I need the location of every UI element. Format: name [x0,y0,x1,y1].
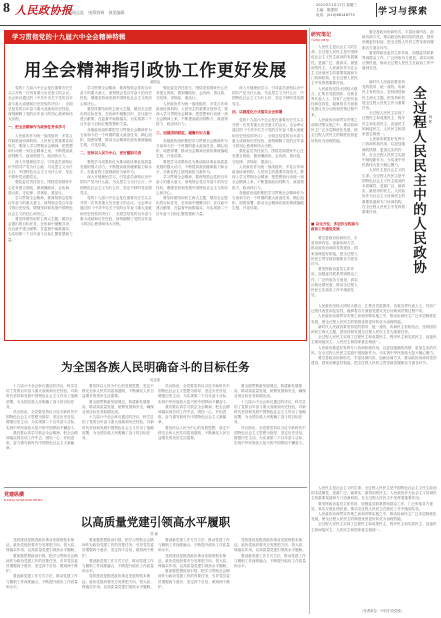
article2-byline: 吴忠喜 [150,378,161,382]
sidebar-top-column: 要完善政协协商形式，丰富协商内容，创新协商方式，推动政协协商同党的建设、国家治理更好衔接，把全过程人民民主贯穿政协履职各方面各环节。 要发挥政协委员主体作用，加强委员联系界别群众工作，广泛听取各方意见，真实反映社情民意，推动全过程人民民主在政协工作中落到实处。 [362,30,434,71]
article3-column-3: 要创新党建工作方式方法，推动党建工作与履职工作深度融合，不断提升政协工作质量和水平。 党的建设是推进政协事业发展的根本保证。政协党组织要充分发挥把方向、管大局、保落实作用，以高质量党建引领高水平履职。 要加强思想政治引领，把学习贯彻全会精神作为政协党建工作的首要任务，引导党员委员增强四个意识、坚定四个自信、做到两个维护。 [158,538,230,589]
page-number: 8 [3,1,10,16]
sidebar-bottom-column: 人民民主是社会主义的生命。全过程人民民主是中国特色社会主义民主政治的本质属性，是最广泛、最真实、最管用的民主。人民政协作为社会主义协商民主的重要渠道和专门协商机构，在全过程人民民主中发挥着重要作用。 要发挥政协委员主体作用，加强委员联系界别群众工作，广泛听取各方意见，真实反映社情民意，推动全过程人民民主在政协工作中落到实处。 人民政协协商贯穿决策之前和决策实施之中，推动协商民主广泛多层制度化发展，使全过程人民民主的制度优势更好转化为治理效能。 全过程人民民主实现了过程民主和成果民主、程序民主和实质民主、直接民主和间接民主、人民民主和国家意志相统一。 [311,486,437,532]
feature-byline: 郝明金 [150,80,161,84]
sidebar-footer: （作者单位：中共中央党校） [360,609,405,613]
editor-credits: 新闻总监 统筹协调 视觉编辑 [68,10,125,15]
feature-headline: 用全会精神指引政协工作更好发展 [24,61,287,81]
feature-banner-text: 学习贯彻党的十九届六中全会精神特辑 [12,33,126,41]
sidebar-lower-column: 人民政协坚持大团结大联合，汇集各党派团体、各族各界代表人士，具有广泛的代表性和包容性，能够将各方面意见建议充分反映到决策过程中来。 人民政协协商贯穿决策之前和决策实施之中，推动协商民主广泛多层制度化发展，使全过程人民民主的制度优势更好转化为治理效能。 新时代人民政协要坚持党的领导、统一战线、协商民主有机结合，坚持团结和民主两大主题，把坚持和发展全过程人民民主作为重要任务。 全过程人民民主实现了过程民主和成果民主、程序民主和实质民主、直接民主和间接民主、人民民主和国家意志相统一。 人民政协要更好发挥专门协商机构作用，以更加饱满的热情、更加扎实的作风，在全过程人民民主实践中展现新作为，为实现中华民族伟大复兴凝心聚力。 要完善政协协商形式，丰富协商内容，创新协商方式，推动政协协商同党的建设、国家治理更好衔接，把全过程人民民主贯穿政协履职各方面各环节。 [311,304,437,366]
feature-subhead: 三、加强团结联谊，凝聚共识力量 [156,130,210,135]
sidebar-section-sub: YANJIUBIJI [311,38,330,42]
sidebar-vertical-title: 全过程人民民主中的人民政协 [410,86,426,275]
article3-column-1: 党的建设是推进政协事业发展的根本保证。政协党组织要充分发挥把方向、管大局、保落实作用，以高质量党建引领高水平履职。 要加强思想政治引领，把学习贯彻全会精神作为政协党建工作的首要任务，引导党员委员增强四个意识、坚定四个自信、做到两个维护。 要创新党建工作方式方法，推动党建工作与履职工作深度融合，不断提升政协工作质量和水平。 [6,538,78,589]
article3-section-label: 党建纵横 [4,492,25,498]
article2-column-2: 要坚持以人民为中心的发展思想，坚定不移走全体人民共同富裕道路，不断满足人民日益增长的美好生活需要。 要全面贯彻新发展理念，构建新发展格局，推动高质量发展，统筹发展和安全，确保各项目标任务如期完成。 十九届六中全会审议通过的决议，科学总结了党的百年奋斗重大成就和历史经验，对新时代坚持和发展中国特色社会主义作出了战略部署，为全国各族人民明确了奋斗的目标任务。 [82,384,154,441]
feature-subhead: 一、把全会精神作为政治任务来学习 [8,125,66,130]
section-divider [4,487,307,488]
article3-headline: 以高质量党建引领高水平履职 [80,515,231,529]
article2-column-4: 要全面贯彻新发展理念，构建新发展格局，推动高质量发展，统筹发展和安全，确保各项目标任务如期完成。 十九届六中全会审议通过的决议，科学总结了党的百年奋斗重大成就和历史经验，对新时代坚持和发展中国特色社会主义作出了战略部署，为全国各族人民明确了奋斗的目标任务。 决议指出，全党要坚持以习近平新时代中国特色社会主义思想为指导，坚定历史自信，增强历史主动，为实现第二个百年奋斗目标、实现中华民族伟大复兴的中国梦而不懈奋斗。 [234,384,306,446]
feature-subhead: 二、坚持以人民为中心，更好履职尽责 [80,151,142,156]
feature-column-2: 学习贯彻全会精神，要深刻领会党的百年奋斗的重大意义，深刻领会党百年奋斗的历史经验，增强坚持和发展中国特色社会主义的信心和决心。 要坚持团结和民主两大主题，紧扣全会提出的目标任务，在协商中凝聚共识、在议政中建言献策、在监督中助推落实，为实现第二个百年奋斗目标汇聚智慧和力量。 各级政协组织要把学习贯彻全会精神作为当前和今后一个时期的重大政治任务，精心组织、周密部署，推动全会精神在政协系统落地生根、开花结果。 二、坚持以人民为中心，更好履职尽责 要把学习成果转化为推动政协事业高质量发展的强大动力，不断提高政协履职能力和水平，在新征程上展现新担当新作为。 深入开展理论学习，引导委员深刻认识中国共产党为什么能、马克思主义为什么行、中国特色社会主义为什么好，坚定不移听党话跟党走。 党的十九届六中全会是在重要历史关头召开的一次具有重大历史意义的会议。全会审议通过的《中共中央关于党的百年奋斗重大成就和历史经验的决议》，全面总结党的百年奋斗重大成就和历史经验，深刻阐释了党的百年奋斗的初心使命和伟大历程。 [80,86,152,227]
feature-column-1: 党的十九届六中全会是在重要历史关头召开的一次具有重大历史意义的会议。全会审议通过的《中共中央关于党的百年奋斗重大成就和历史经验的决议》，全面总结党的百年奋斗重大成就和历史经验，深刻阐释了党的百年奋斗的初心使命和伟大历程。 一、把全会精神作为政治任务来学习 人民政协作为统一战线组织、多党合作和政治协商机构、人民民主的重要实现形式，要深入学习贯彻全会精神，把思想和行动统一到全会精神上来，不断提高政治判断力、政治领悟力、政治执行力。 深入开展理论学习，引导委员深刻认识中国共产党为什么能、马克思主义为什么行、中国特色社会主义为什么好，坚定不移听党话跟党走。 强化委员责任担当，围绕党和国家中心任务建言资政，做到懂政协、会协商、善议政，守纪律、讲规矩、重品行。 学习贯彻全会精神，要深刻领会党的百年奋斗的重大意义，深刻领会党百年奋斗的历史经验，增强坚持和发展中国特色社会主义的信心和决心。 要坚持团结和民主两大主题，紧扣全会提出的目标任务，在协商中凝聚共识、在议政中建言献策、在监督中助推落实，为实现第二个百年奋斗目标汇聚智慧和力量。 [8,86,76,338]
article2-headline: 为全国各族人民明确奋斗的目标任务 [61,360,250,374]
feature-column-3: 强化委员责任担当，围绕党和国家中心任务建言资政，做到懂政协、会协商、善议政，守纪律、讲规矩、重品行。 人民政协作为统一战线组织、多党合作和政治协商机构、人民民主的重要实现形式，要深入学习贯彻全会精神，把思想和行动统一到全会精神上来，不断提高政治判断力、政治领悟力、政治执行力。 三、加强团结联谊，凝聚共识力量 各级政协组织要把学习贯彻全会精神作为当前和今后一个时期的重大政治任务，精心组织、周密部署，推动全会精神在政协系统落地生根、开花结果。 要把学习成果转化为推动政协事业高质量发展的强大动力，不断提高政协履职能力和水平，在新征程上展现新担当新作为。 学习贯彻全会精神，要深刻领会党的百年奋斗的重大意义，深刻领会党百年奋斗的历史经验，增强坚持和发展中国特色社会主义的信心和决心。 要坚持团结和民主两大主题，紧扣全会提出的目标任务，在协商中凝聚共识、在议政中建言献策、在监督中助推落实，为实现第二个百年奋斗目标汇聚智慧和力量。 [156,86,228,216]
feature-column-4: 深入开展理论学习，引导委员深刻认识中国共产党为什么能、马克思主义为什么行、中国特色社会主义为什么好，坚定不移听党话跟党走。 四、以制度化方式落实全会部署 党的十九届六中全会是在重要历史关头召开的一次具有重大历史意义的会议。全会审议通过的《中共中央关于党的百年奋斗重大成就和历史经验的决议》，全面总结党的百年奋斗重大成就和历史经验，深刻阐释了党的百年奋斗的初心使命和伟大历程。 强化委员责任担当，围绕党和国家中心任务建言资政，做到懂政协、会协商、善议政，守纪律、讲规矩、重品行。 人民政协作为统一战线组织、多党合作和政治协商机构、人民民主的重要实现形式，要深入学习贯彻全会精神，把思想和行动统一到全会精神上来，不断提高政治判断力、政治领悟力、政治执行力。 各级政协组织要把学习贯彻全会精神作为当前和今后一个时期的重大政治任务，精心组织、周密部署，推动全会精神在政协系统落地生根、开花结果。 [232,86,304,211]
sidebar-column-2: 要完善政协协商形式，丰富协商内容，创新协商方式，推动政协协商同党的建设、国家治理更好衔接，把全过程人民民主贯穿政协履职各方面各环节。 要发挥政协委员主体作用，加强委员联系界别群众工作，广泛听取各方意见，真实反映社情民意，推动全过程人民民主在政协工作中落到实处。 [311,236,358,298]
sidebar-vertical-author: 杨 彬 [429,115,433,124]
feature-subhead: 四、以制度化方式落实全会部署 [232,109,283,114]
section-title: 学习与探索 [378,7,429,17]
sidebar-mid-column: 新时代人民政协要坚持党的领导、统一战线、协商民主有机结合，坚持团结和民主两大主题，把坚持和发展全过程人民民主作为重要任务。 全过程人民民主实现了过程民主和成果民主、程序民主和实质民主、直接民主和间接民主、人民民主和国家意志相统一。 人民政协要更好发挥专门协商机构作用，以更加饱满的热情、更加扎实的作风，在全过程人民民主实践中展现新作为，为实现中华民族伟大复兴凝心聚力。 人民民主是社会主义的生命。全过程人民民主是中国特色社会主义民主政治的本质属性，是最广泛、最真实、最管用的民主。人民政协作为社会主义协商民主的重要渠道和专门协商机构，在全过程人民民主中发挥着重要作用。 [362,80,406,215]
column-divider [309,28,310,614]
sidebar-subhead: ■ 以全方位、多层次全程参与政协工作建设发展 [311,222,359,232]
article2-column-3: 决议指出，全党要坚持以习近平新时代中国特色社会主义思想为指导，坚定历史自信，增强历史主动，为实现第二个百年奋斗目标、实现中华民族伟大复兴的中国梦而不懈奋斗。 我们要认真学习领会全会精神，把全会精神落实到各项工作中去，团结一心、开拓进取，奋力谱写新时代中国特色社会主义新篇章。 要坚持以人民为中心的发展思想，坚定不移走全体人民共同富裕道路，不断满足人民日益增长的美好生活需要。 [158,384,230,441]
article3-column-4: 党的建设是推进政协事业发展的根本保证。政协党组织要充分发挥把方向、管大局、保落实作用，以高质量党建引领高水平履职。 要创新党建工作方式方法，推动党建工作与履职工作深度融合，不断提升政协工作质量和水平。 [234,538,306,569]
header-divider [376,3,377,17]
masthead [0,0,441,26]
article3-byline: 刘 斌 [150,532,158,536]
article3-section-sub: DANGJIANZONGHENG [4,498,44,502]
sidebar-intro-column: 人民民主是社会主义的生命。全过程人民民主是中国特色社会主义民主政治的本质属性，是最广泛、最真实、最管用的民主。人民政协作为社会主义协商民主的重要渠道和专门协商机构，在全过程人民民主中发挥着重要作用。 人民政协坚持大团结大联合，汇集各党派团体、各族各界代表人士，具有广泛的代表性和包容性，能够将各方面意见建议充分反映到决策过程中来。 人民政协协商贯穿决策之前和决策实施之中，推动协商民主广泛多层制度化发展，使全过程人民民主的制度优势更好转化为治理效能。 [311,45,358,143]
newspaper-logo: 人民政协报 [15,4,73,17]
date-line: 2021年11月17日 星期三 主编：胡建国 电话：(010)88146770 [316,3,357,17]
sidebar-section-label: 研究笔记 [311,32,332,38]
article2-column-1: 十九届六中全会审议通过的决议，科学总结了党的百年奋斗重大成就和历史经验，对新时代坚持和发展中国特色社会主义作出了战略部署，为全国各族人民明确了奋斗的目标任务。 决议指出，全党要坚持以习近平新时代中国特色社会主义思想为指导，坚定历史自信，增强历史主动，为实现第二个百年奋斗目标、实现中华民族伟大复兴的中国梦而不懈奋斗。 我们要认真学习领会全会精神，把全会精神落实到各项工作中去，团结一心、开拓进取，奋力谱写新时代中国特色社会主义新篇章。 [6,384,78,451]
article3-column-2: 要加强思想政治引领，把学习贯彻全会精神作为政协党建工作的首要任务，引导党员委员增强四个意识、坚定四个自信、做到两个维护。 要创新党建工作方式方法，推动党建工作与履职工作深度融合，不断提升政协工作质量和水平。 党的建设是推进政协事业发展的根本保证。政协党组织要充分发挥把方向、管大局、保落实作用，以高质量党建引领高水平履职。 [82,538,154,589]
